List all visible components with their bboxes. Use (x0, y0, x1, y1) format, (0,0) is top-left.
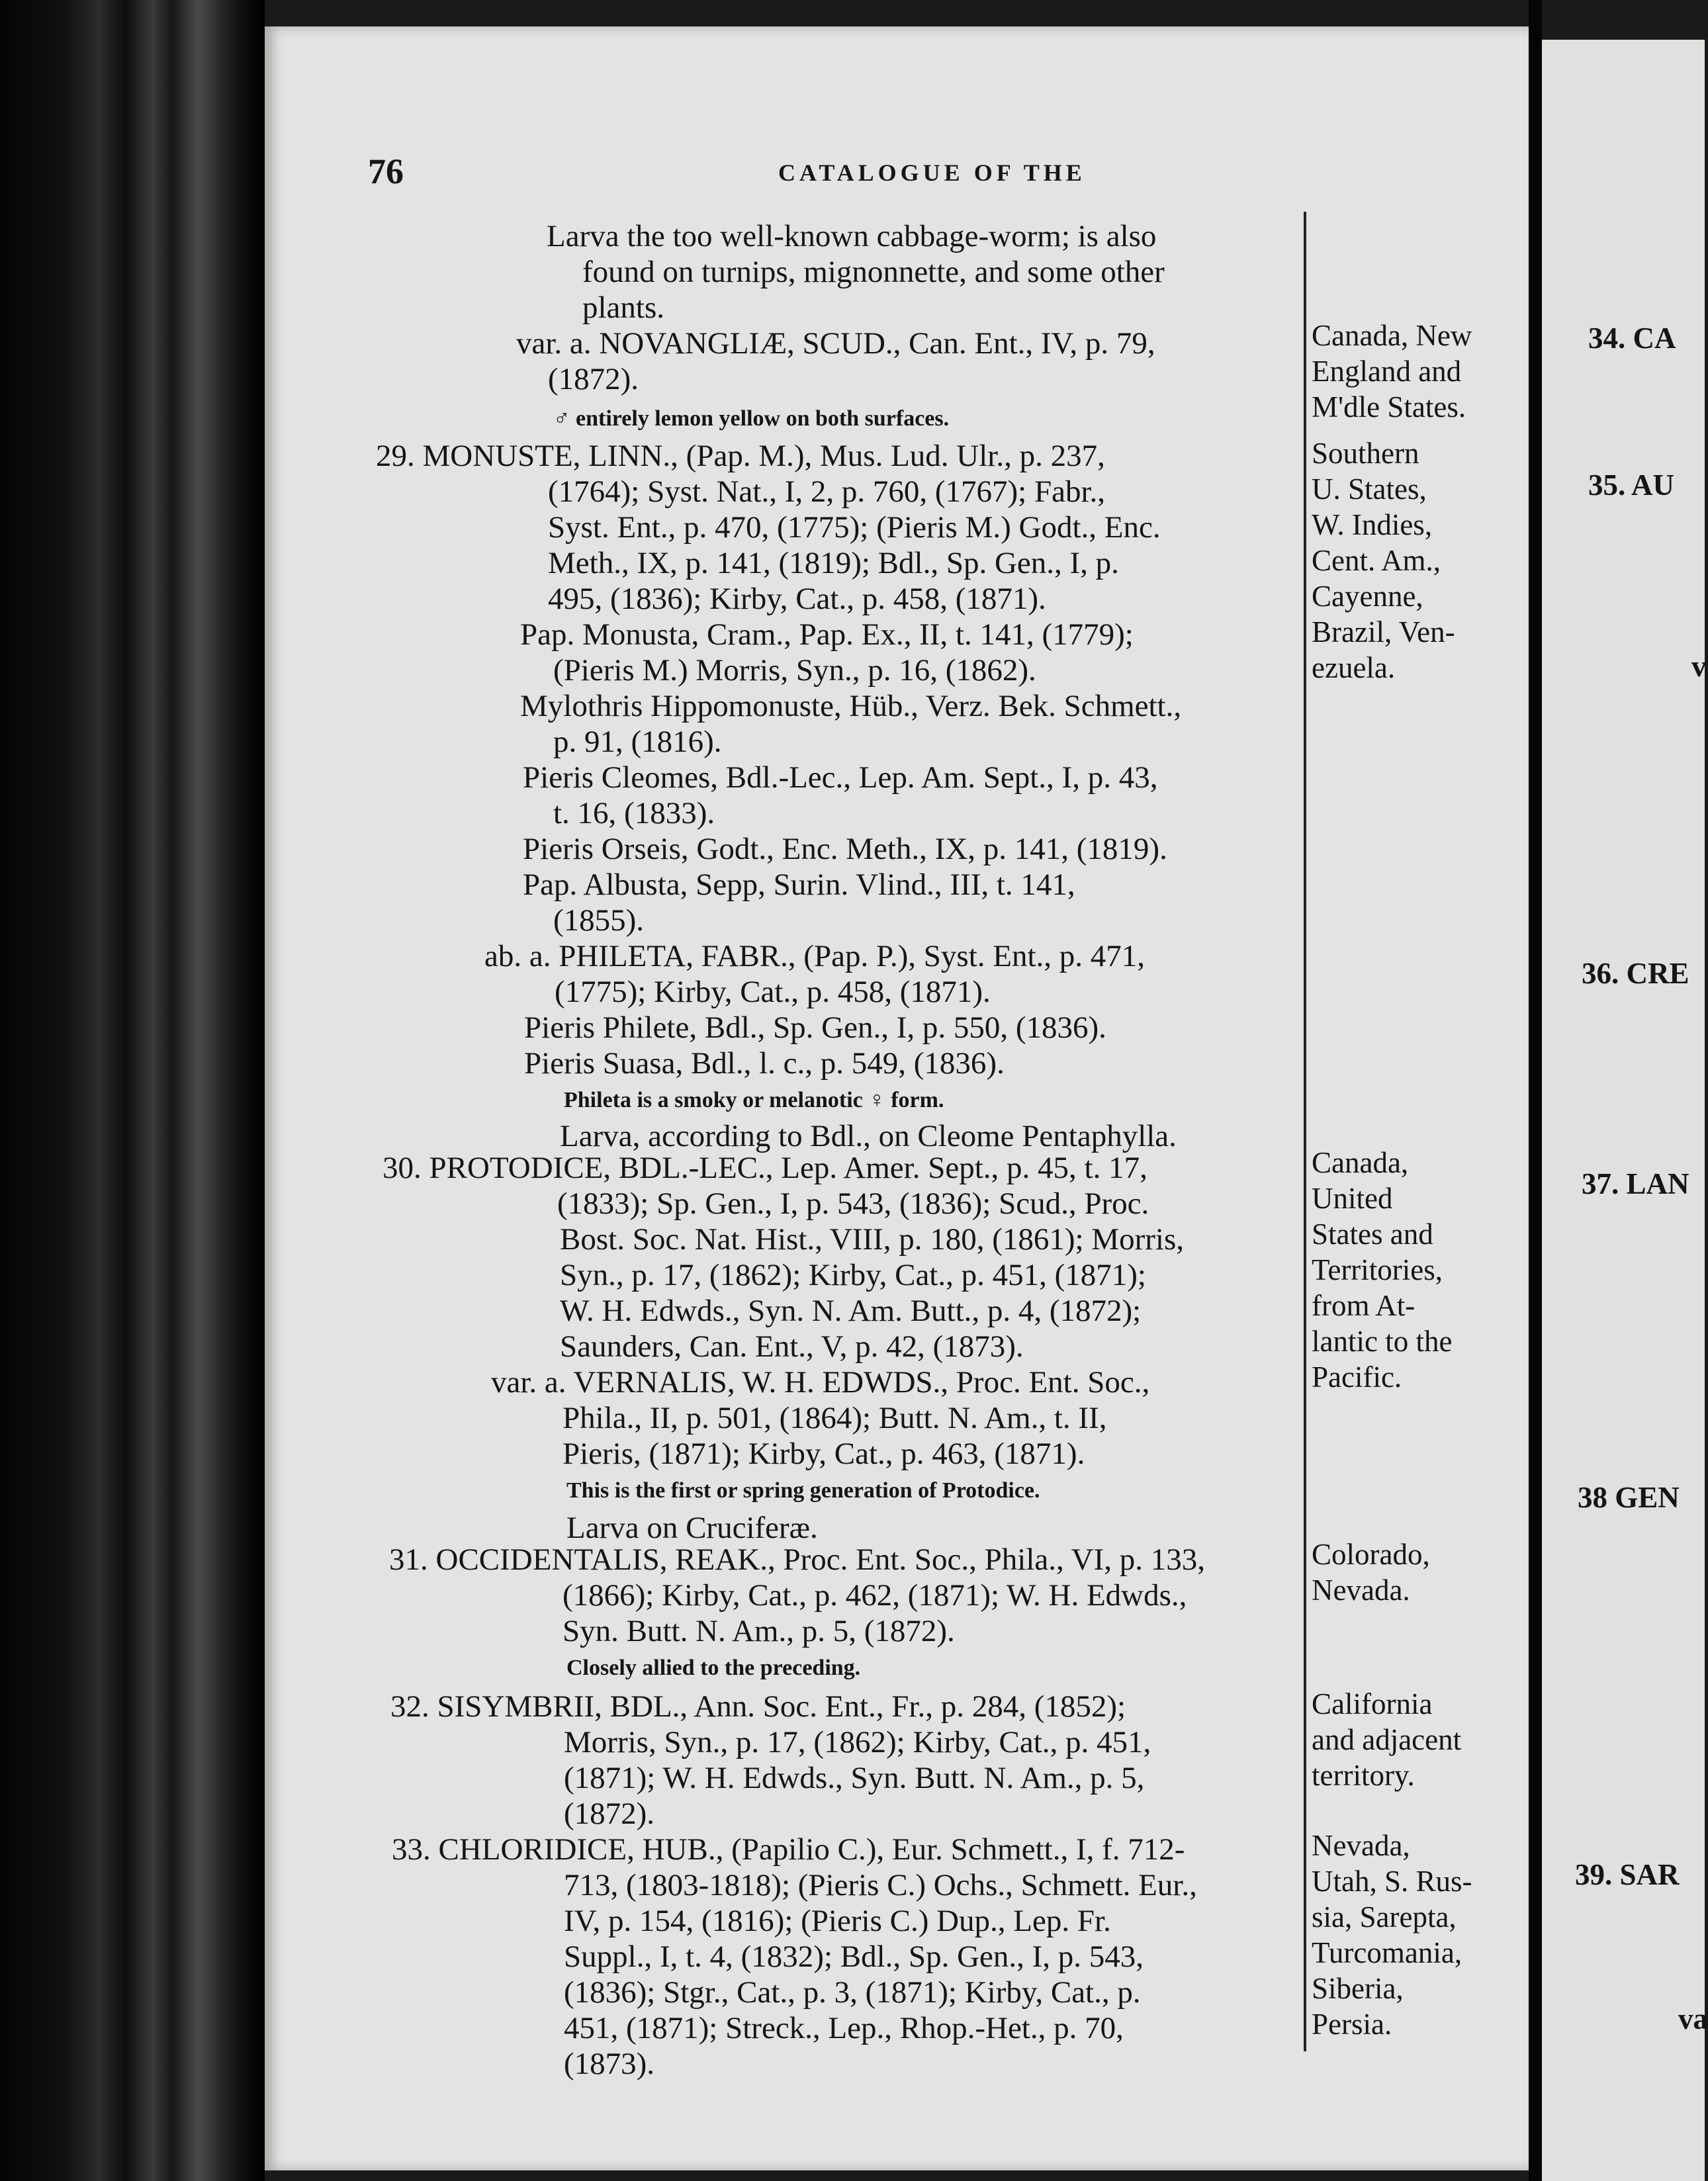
book-gutter (1529, 0, 1542, 2181)
text-line: 33. CHLORIDICE, HUB., (Papilio C.), Eur. Schmett., I, f. 712- (392, 1832, 1185, 1867)
locality-line: Turcomania, (1312, 1936, 1462, 1969)
text-line: (1836); Stgr., Cat., p. 3, (1871); Kirby, Cat., p. (564, 1975, 1141, 2010)
text-line: Larva on Cruciferæ. (566, 1511, 818, 1545)
locality-line: Southern (1312, 437, 1419, 470)
locality-line: Brazil, Ven- (1312, 615, 1455, 648)
locality-line: Cayenne, (1312, 580, 1423, 613)
text-line: var. a. VERNALIS, W. H. EDWDS., Proc. Ent. Soc., (491, 1365, 1150, 1400)
locality-line: Colorado, (1312, 1538, 1430, 1571)
locality-line: Nevada. (1312, 1574, 1410, 1607)
locality-line: Canada, New (1312, 319, 1472, 352)
text-line: Pieris Cleomes, Bdl.-Lec., Lep. Am. Sept., I, p. 43, (523, 760, 1158, 795)
text-line: (1873). (564, 2047, 655, 2081)
text-line: (1833); Sp. Gen., I, p. 543, (1836); Scud., Proc. (557, 1186, 1149, 1221)
text-line: 713, (1803-1818); (Pieris C.) Ochs., Schmett. Eur., (564, 1868, 1197, 1902)
text-line: t. 16, (1833). (553, 796, 715, 830)
text-line: Closely allied to the preceding. (566, 1656, 861, 1680)
page-number: 76 (368, 152, 404, 191)
text-line: 29. MONUSTE, LINN., (Pap. M.), Mus. Lud. Ulr., p. 237, (376, 439, 1105, 473)
locality-line: sia, Sarepta, (1312, 1900, 1457, 1934)
facing-page-line: v (1691, 650, 1707, 683)
locality-line: M'dle States. (1312, 390, 1466, 423)
text-line: p. 91, (1816). (553, 725, 722, 759)
locality-line: Persia. (1312, 2008, 1392, 2041)
facing-page-line: 36. CRE (1582, 957, 1689, 990)
locality-line: ezuela. (1312, 651, 1396, 684)
locality-line: W. Indies, (1312, 508, 1433, 541)
text-line: Phila., II, p. 501, (1864); Butt. N. Am., t. II, (562, 1401, 1107, 1435)
text-line: (1775); Kirby, Cat., p. 458, (1871). (555, 975, 991, 1009)
text-line: Pieris Suasa, Bdl., l. c., p. 549, (1836). (524, 1046, 1005, 1081)
locality-line: States and (1312, 1218, 1433, 1251)
text-line: W. H. Edwds., Syn. N. Am. Butt., p. 4, (1872); (560, 1294, 1142, 1328)
locality-line: Canada, (1312, 1146, 1409, 1179)
text-line: (1872). (564, 1797, 655, 1831)
text-line: 495, (1836); Kirby, Cat., p. 458, (1871). (548, 582, 1046, 616)
text-line: 451, (1871); Streck., Lep., Rhop.-Het., p. 70, (564, 2011, 1124, 2045)
text-line: ♂ entirely lemon yellow on both surfaces. (553, 406, 950, 431)
text-line: (1866); Kirby, Cat., p. 462, (1871); W. H. Edwds., (562, 1578, 1187, 1613)
text-line: Morris, Syn., p. 17, (1862); Kirby, Cat., p. 451, (564, 1725, 1151, 1759)
locality-line: United (1312, 1182, 1393, 1215)
locality-line: territory. (1312, 1759, 1415, 1792)
text-line: Meth., IX, p. 141, (1819); Bdl., Sp. Gen., I, p. (548, 546, 1119, 580)
facing-page-line: 38 GEN (1578, 1481, 1680, 1514)
facing-page-line: va (1678, 2002, 1708, 2035)
text-line: Pieris Philete, Bdl., Sp. Gen., I, p. 550, (1836). (524, 1010, 1106, 1045)
text-line: plants. (582, 290, 665, 325)
text-line: Syn., p. 17, (1862); Kirby, Cat., p. 451, (1871); (560, 1258, 1146, 1292)
text-line: Larva the too well-known cabbage-worm; is also (547, 219, 1157, 253)
locality-line: Nevada, (1312, 1829, 1410, 1862)
facing-page-line: 35. AU (1588, 468, 1675, 502)
text-line: Pieris, (1871); Kirby, Cat., p. 463, (1871). (562, 1437, 1085, 1471)
text-line: Phileta is a smoky or melanotic ♀ form. (564, 1088, 944, 1112)
text-line: ab. a. PHILETA, FABR., (Pap. P.), Syst. Ent., p. 471, (484, 939, 1146, 973)
text-line: (1872). (548, 362, 639, 396)
text-line: (1764); Syst. Nat., I, 2, p. 760, (1767); Fabr., (548, 474, 1106, 509)
text-line: 32. SISYMBRII, BDL., Ann. Soc. Ent., Fr., p. 284, (1852); (390, 1689, 1126, 1724)
text-line: (1871); W. H. Edwds., Syn. Butt. N. Am., p. 5, (564, 1761, 1145, 1795)
text-line: Pap. Monusta, Cram., Pap. Ex., II, t. 141, (1779); (520, 617, 1134, 652)
text-line: 31. OCCIDENTALIS, REAK., Proc. Ent. Soc., Phila., VI, p. 133, (389, 1542, 1205, 1577)
facing-page-line: 39. SAR (1575, 1858, 1680, 1891)
locality-line: Utah, S. Rus- (1312, 1865, 1472, 1898)
text-line: Syn. Butt. N. Am., p. 5, (1872). (562, 1614, 955, 1648)
locality-line: England and (1312, 355, 1462, 388)
facing-page-line: 37. LAN (1582, 1167, 1689, 1200)
text-line: found on turnips, mignonnette, and some other (582, 255, 1165, 289)
locality-line: Territories, (1312, 1253, 1443, 1286)
locality-line: Siberia, (1312, 1972, 1404, 2005)
locality-line: Cent. Am., (1312, 544, 1441, 577)
text-line: (1855). (553, 903, 645, 938)
text-line: (Pieris M.) Morris, Syn., p. 16, (1862). (553, 653, 1036, 688)
text-line: Saunders, Can. Ent., V, p. 42, (1873). (560, 1329, 1024, 1364)
locality-line: U. States, (1312, 472, 1427, 506)
text-line: Mylothris Hippomonuste, Hüb., Verz. Bek. Schmett., (520, 689, 1182, 723)
column-divider (1304, 212, 1306, 2051)
locality-line: from At- (1312, 1289, 1416, 1322)
text-line: Larva, according to Bdl., on Cleome Pentaphylla. (560, 1119, 1177, 1153)
text-line: Bost. Soc. Nat. Hist., VIII, p. 180, (1861); Morris, (560, 1222, 1185, 1257)
text-line: IV, p. 154, (1816); (Pieris C.) Dup., Lep. Fr. (564, 1904, 1111, 1938)
locality-line: California (1312, 1687, 1433, 1720)
text-line: Pap. Albusta, Sepp, Surin. Vlind., III, t. 141, (523, 868, 1075, 902)
text-line: 30. PROTODICE, BDL.-LEC., Lep. Amer. Sept., p. 45, t. 17, (382, 1151, 1147, 1185)
facing-page-line: 34. CA (1588, 322, 1676, 355)
locality-line: and adjacent (1312, 1723, 1462, 1756)
text-line: Syst. Ent., p. 470, (1775); (Pieris M.) Godt., Enc. (548, 510, 1161, 545)
text-line: Pieris Orseis, Godt., Enc. Meth., IX, p. 141, (1819). (523, 832, 1167, 866)
locality-line: Pacific. (1312, 1360, 1402, 1394)
text-line: This is the first or spring generation of Protodice. (566, 1478, 1040, 1503)
locality-line: lantic to the (1312, 1325, 1453, 1358)
running-title: CATALOGUE OF THE (778, 159, 1086, 186)
book-page-edges (0, 0, 265, 2181)
text-line: Suppl., I, t. 4, (1832); Bdl., Sp. Gen., I, p. 543, (564, 1939, 1144, 1974)
text-line: var. a. NOVANGLIÆ, SCUD., Can. Ent., IV, p. 79, (516, 326, 1155, 361)
